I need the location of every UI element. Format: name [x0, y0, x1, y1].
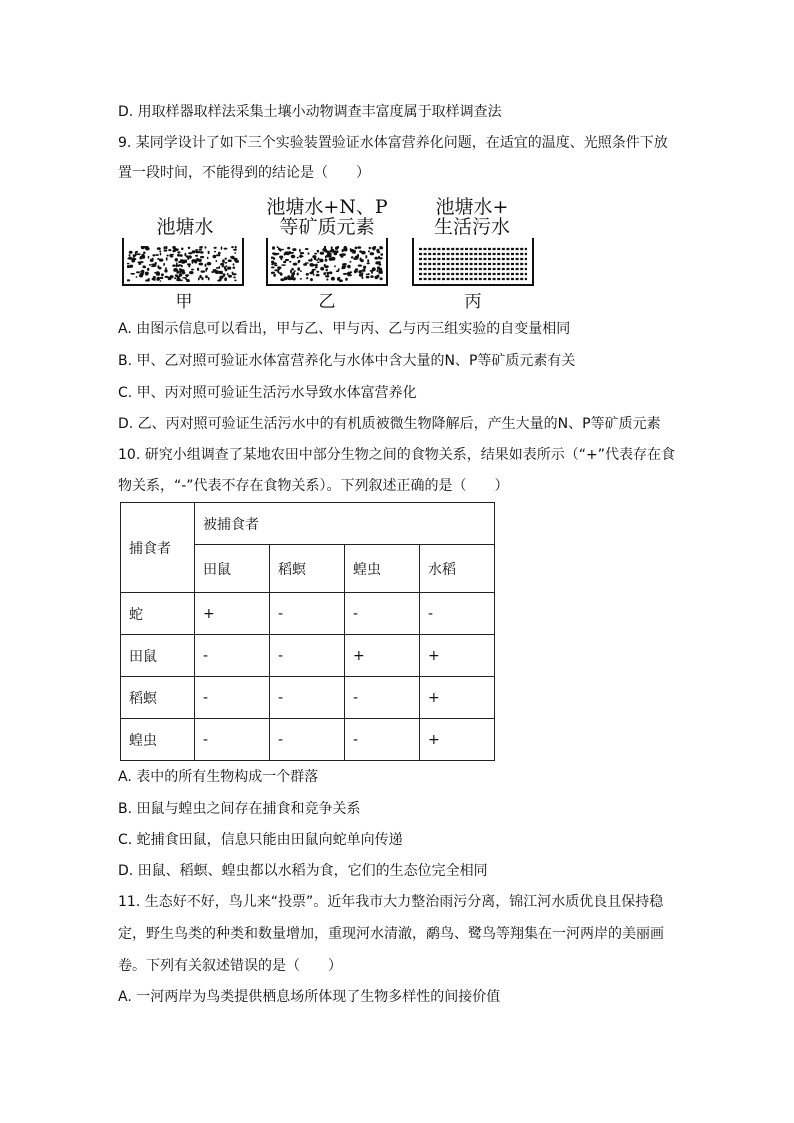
- q9-option-c: C. 甲、丙对照可验证生活污水导致水体富营养化: [118, 385, 417, 401]
- q10-stem-line-1: 10. 研究小组调查了某地农田中部分生物之间的食物关系，结果如表所示（“+”代表存在食: [118, 447, 675, 463]
- predator-header: 捕食者: [121, 503, 195, 593]
- table-row: [121, 593, 495, 635]
- table-cell: +: [420, 677, 495, 719]
- food-relation-table: [120, 502, 495, 761]
- beaker-yi-tag: 乙: [318, 292, 336, 312]
- prey-col-header: 蝗虫: [345, 545, 420, 593]
- beaker-bing-tag: 丙: [464, 292, 482, 312]
- beaker-yi-label-line-2: 等矿质元素: [279, 216, 375, 238]
- table-cell: -: [270, 677, 345, 719]
- table-row: [121, 677, 495, 719]
- q8-option-d: D. 用取样器取样法采集土壤小动物调查丰富度属于取样调查法: [118, 104, 502, 120]
- table-cell: +: [195, 593, 270, 635]
- table-row: [121, 719, 495, 761]
- table-cell: -: [195, 635, 270, 677]
- beaker-yi: [266, 238, 388, 286]
- table-row: [121, 635, 495, 677]
- table-cell: +: [420, 719, 495, 761]
- table-cell: +: [345, 635, 420, 677]
- q9-option-a: A. 由图示信息可以看出，甲与乙、甲与丙、乙与丙三组实验的自变量相同: [118, 321, 571, 337]
- beaker-bing-label-line-2: 生活污水: [433, 216, 510, 238]
- q11-stem-line-3: 卷。下列有关叙述错误的是（ ）: [118, 958, 342, 974]
- beaker-jia-label: 池塘水: [156, 216, 214, 238]
- row-header: 蝗虫: [121, 719, 195, 761]
- row-header: 蛇: [121, 593, 195, 635]
- table-cell: -: [270, 635, 345, 677]
- q9-stem-line-2: 置一段时间，不能得到的结论是（ ）: [118, 165, 370, 181]
- beaker-yi-particles: [271, 246, 383, 282]
- q9-option-b: B. 甲、乙对照可验证水体富营养化与水体中含大量的N、P等矿质元素有关: [118, 353, 576, 369]
- row-header: 田鼠: [121, 635, 195, 677]
- table-cell: -: [195, 677, 270, 719]
- beaker-jia-tag: 甲: [175, 292, 193, 312]
- beaker-jia-particles: [127, 246, 239, 282]
- table-cell: -: [270, 593, 345, 635]
- q10-option-b: B. 田鼠与蝗虫之间存在捕食和竞争关系: [118, 801, 361, 817]
- table-cell: -: [195, 719, 270, 761]
- beaker-bing-stripes: [417, 246, 529, 282]
- table-cell: -: [270, 719, 345, 761]
- beaker-bing-label-line-1: 池塘水+: [435, 196, 509, 218]
- beaker-jia: [122, 238, 244, 286]
- table-cell: -: [345, 593, 420, 635]
- q10-option-c: C. 蛇捕食田鼠，信息只能由田鼠向蛇单向传递: [118, 832, 403, 848]
- q9-stem-line-1: 9. 某同学设计了如下三个实验装置验证水体富营养化问题，在适宜的温度、光照条件下放: [118, 135, 668, 151]
- table-cell: -: [420, 593, 495, 635]
- q11-stem-line-2: 定，野生鸟类的种类和数量增加，重现河水清澈，鹬鸟、鹭鸟等翔集在一河两岸的美丽画: [118, 926, 664, 942]
- q9-option-d: D. 乙、丙对照可验证生活污水中的有机质被微生物降解后，产生大量的N、P等矿质元素: [118, 416, 661, 432]
- row-header: 稻螟: [121, 677, 195, 719]
- q10-option-a: A. 表中的所有生物构成一个群落: [118, 769, 319, 785]
- beaker-yi-label-line-1: 池塘水+N、P: [266, 196, 388, 218]
- prey-col-header: 水稻: [420, 545, 495, 593]
- q11-option-a: A. 一河两岸为鸟类提供栖息场所体现了生物多样性的间接价值: [118, 989, 501, 1005]
- table-cell: -: [345, 719, 420, 761]
- prey-header: 被捕食者: [195, 503, 495, 545]
- q10-option-d: D. 田鼠、稻螟、蝗虫都以水稻为食，它们的生态位完全相同: [118, 863, 488, 879]
- table-cell: -: [345, 677, 420, 719]
- table-cell: +: [420, 635, 495, 677]
- prey-col-header: 稻螟: [270, 545, 345, 593]
- q11-stem-line-1: 11. 生态好不好，鸟儿来“投票”。近年我市大力整治雨污分离，锦江河水质优良且保持稳: [118, 894, 664, 910]
- q10-stem-line-2: 物关系，“-”代表不存在食物关系）。下列叙述正确的是（ ）: [118, 478, 509, 494]
- beaker-bing: [412, 238, 534, 286]
- prey-col-header: 田鼠: [195, 545, 270, 593]
